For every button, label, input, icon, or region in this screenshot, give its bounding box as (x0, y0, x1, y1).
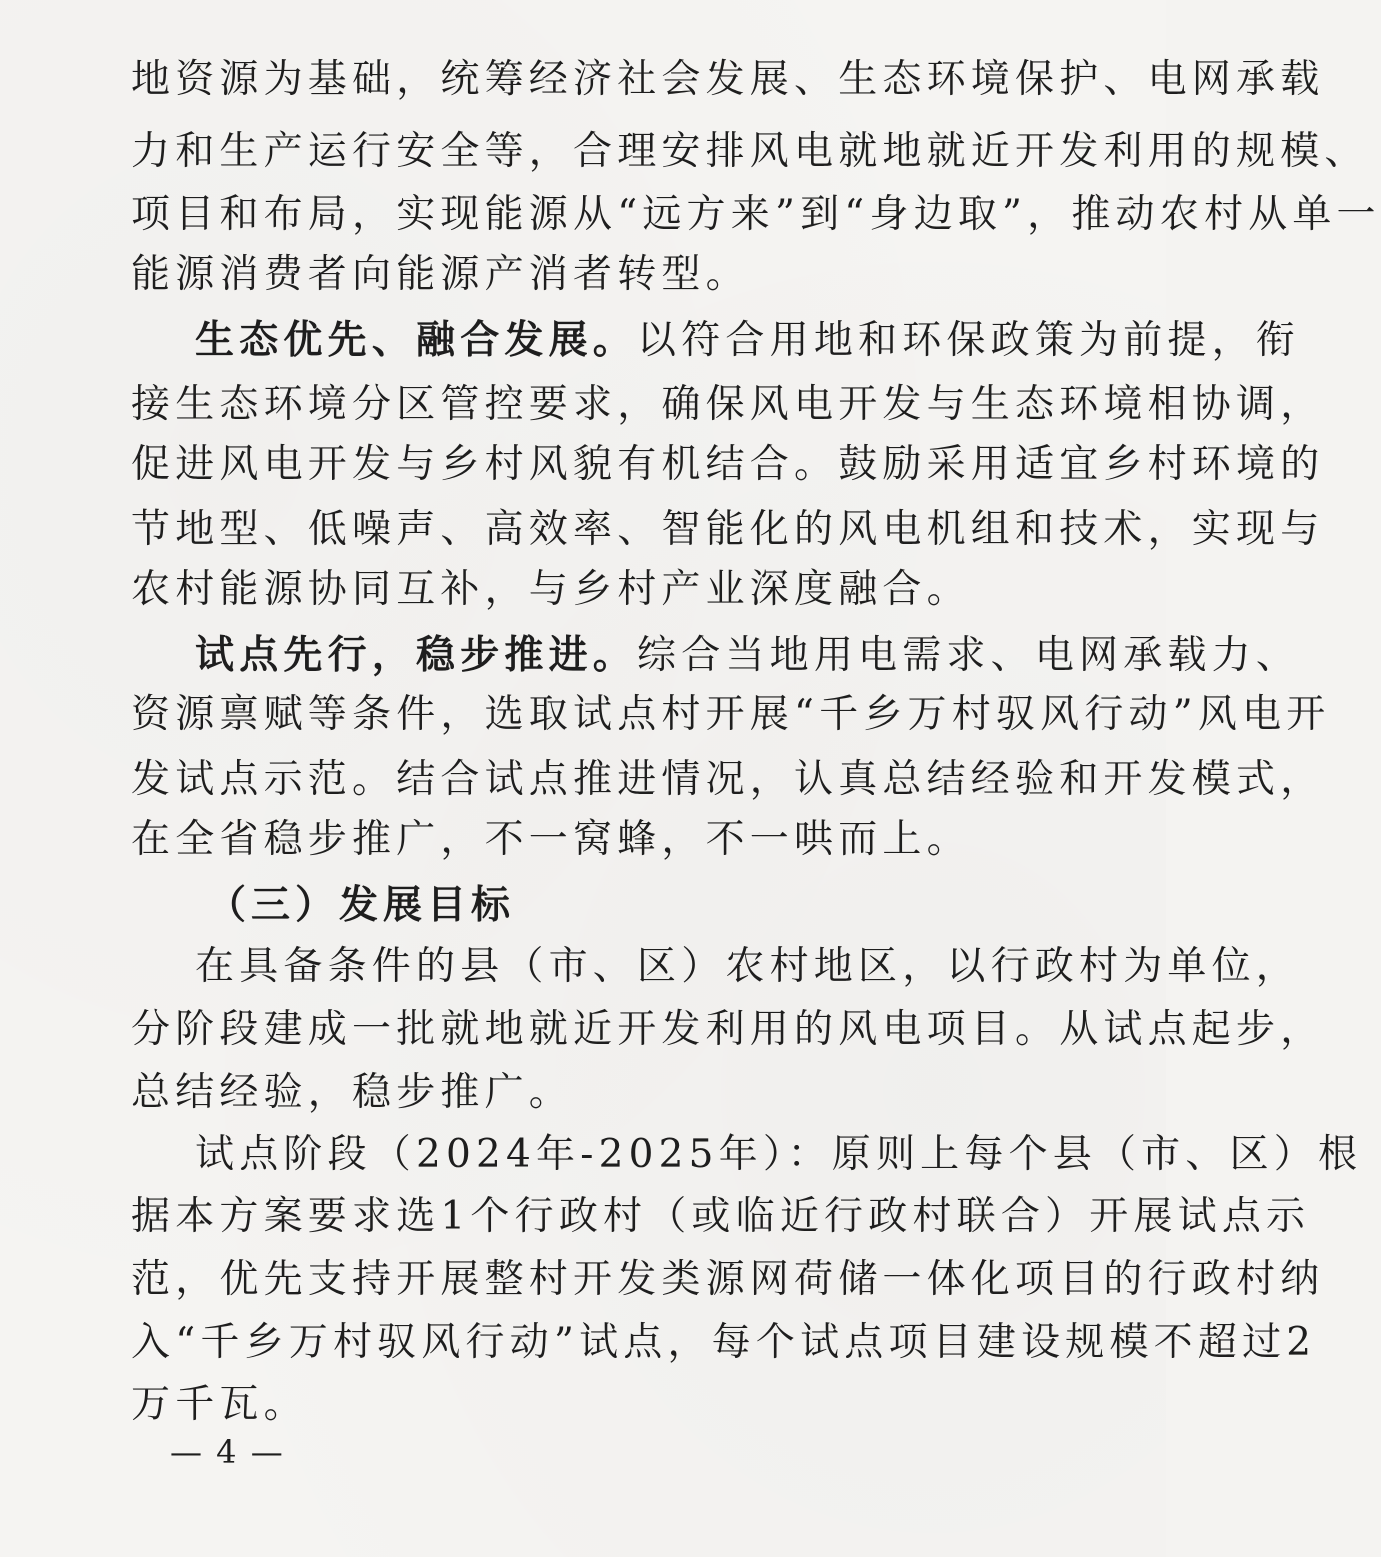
text-line: 万千瓦。 (131, 1382, 308, 1427)
text-line: 入“千乡万村驭风行动”试点，每个试点项目建设规模不超过2 (131, 1320, 1317, 1365)
page-number: — 4 — (170, 1433, 285, 1471)
paragraph-lead: 试点先行，稳步推进。 (195, 632, 638, 678)
text-line: 接生态环境分区管控要求，确保风电开发与生态环境相协调， (131, 382, 1325, 427)
text-line: 发试点示范。结合试点推进情况，认真总结经验和开发模式， (131, 757, 1325, 802)
text-line: 促进风电开发与乡村风貌有机结合。鼓励采用适宜乡村环境的 (131, 442, 1325, 487)
paragraph-first-line (195, 630, 1301, 680)
text-span: 以符合用地和环保政策为前提，衔 (637, 318, 1301, 363)
text-line: 范，优先支持开展整村开发类源网荷储一体化项目的行政村纳 (131, 1257, 1325, 1302)
section-heading: （三）发展目标 (207, 882, 516, 928)
text-line: 分阶段建成一批就地就近开发利用的风电项目。从试点起步， (131, 1007, 1325, 1052)
text-line: 力和生产运行安全等，合理安排风电就地就近开发利用的规模、 (131, 129, 1369, 174)
text-span: 综合当地用电需求、电网承载力、 (637, 633, 1301, 678)
paragraph-first-line: 在具备条件的县（市、区）农村地区，以行政村为单位， (195, 944, 1301, 989)
text-line: 在全省稳步推广，不一窝蜂，不一哄而上。 (131, 817, 971, 862)
text-line: 节地型、低噪声、高效率、智能化的风电机组和技术，实现与 (131, 507, 1325, 552)
text-line: 地资源为基础，统筹经济社会发展、生态环境保护、电网承载 (131, 57, 1325, 102)
text-line: 据本方案要求选1个行政村（或临近行政村联合）开展试点示 (131, 1194, 1311, 1239)
paragraph-first-line: 试点阶段（2024年-2025年）：原则上每个县（市、区）根 (195, 1132, 1363, 1177)
text-line: 项目和布局，实现能源从“远方来”到“身边取”，推动农村从单一 (131, 192, 1381, 237)
text-line: 能源消费者向能源产消者转型。 (131, 252, 750, 297)
paragraph-first-line (195, 315, 1301, 365)
text-line: 总结经验，稳步推广。 (131, 1070, 574, 1115)
text-line: 农村能源协同互补，与乡村产业深度融合。 (131, 567, 971, 612)
paragraph-lead: 生态优先、融合发展。 (195, 317, 638, 363)
text-line: 资源禀赋等条件，选取试点村开展“千乡万村驭风行动”风电开 (131, 692, 1331, 737)
